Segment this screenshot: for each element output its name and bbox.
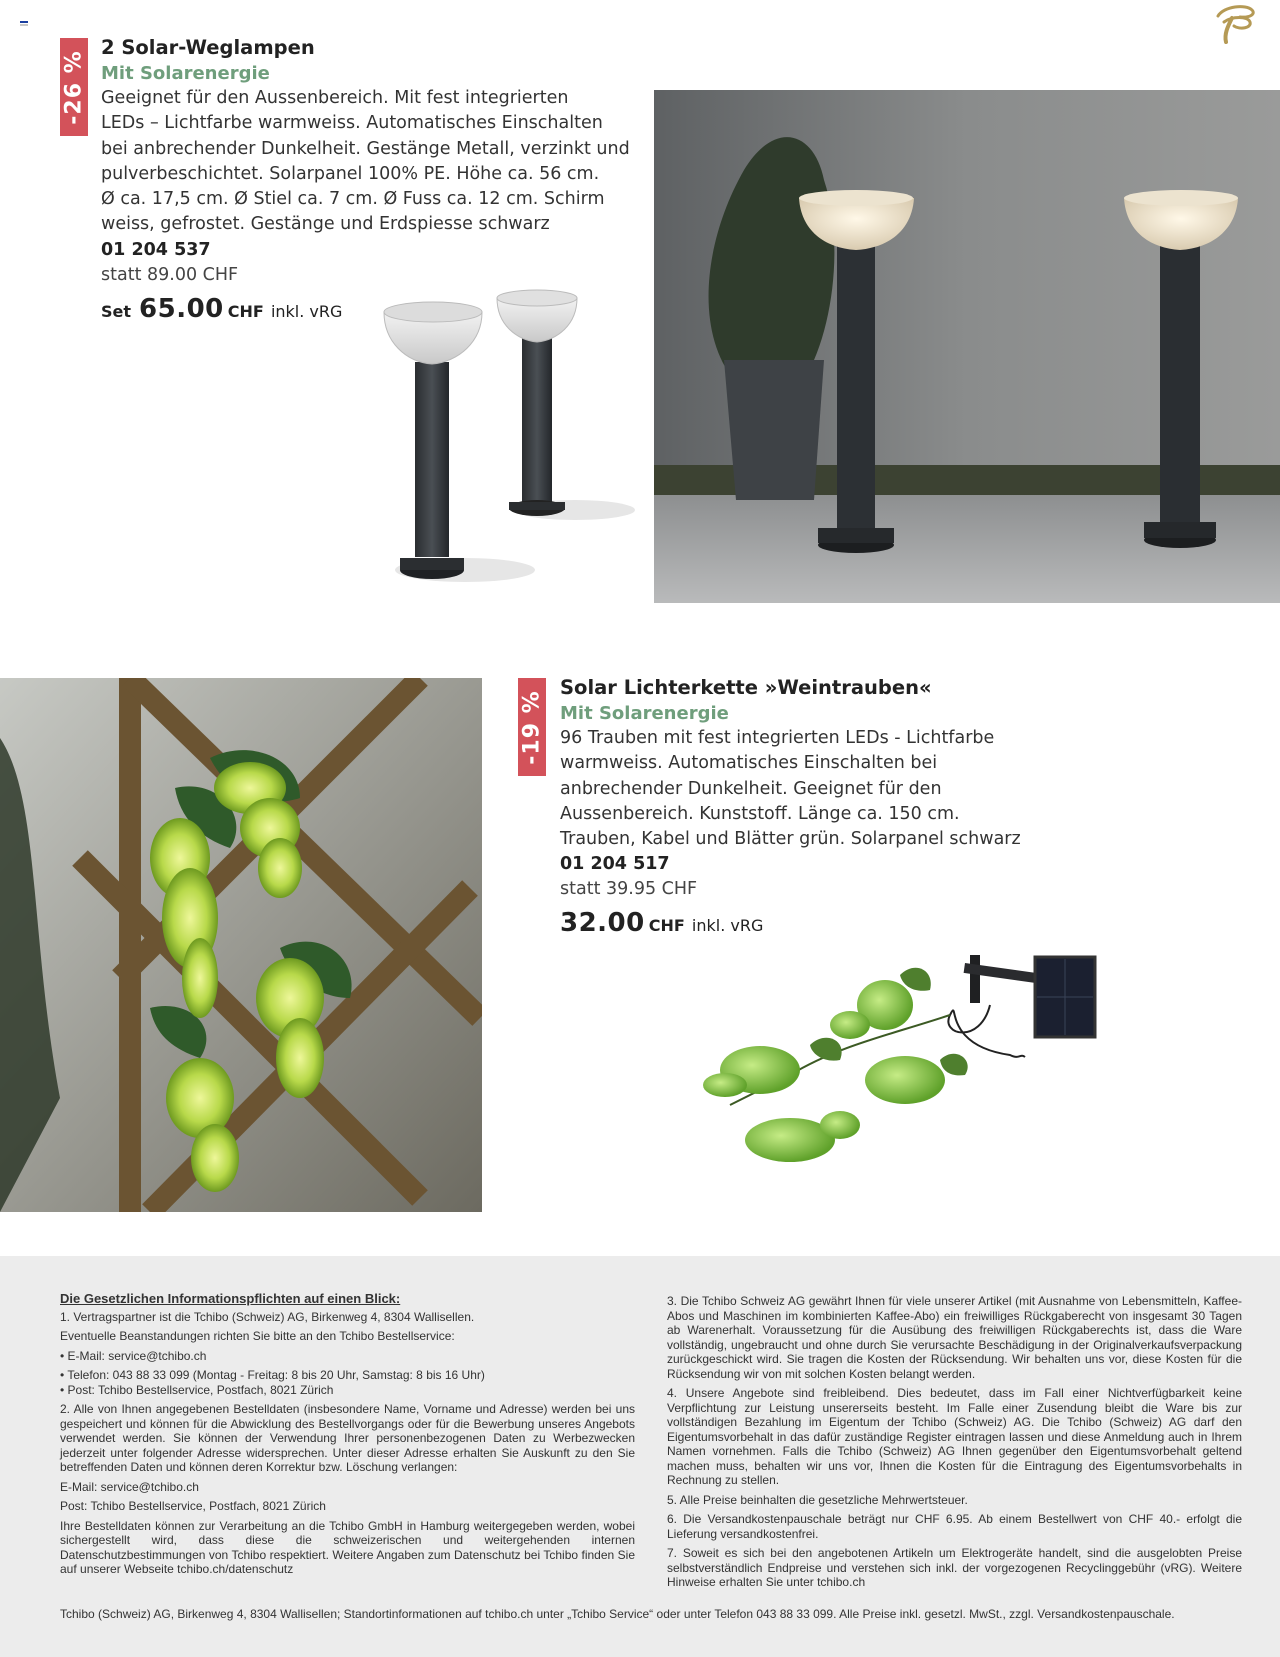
legal-paragraph: Ihre Bestelldaten können zur Verarbeitung an die Tchibo GmbH in Hamburg weitergegeben werden, wobei sichergestellt wird, dass diese die schweizerischen und weitergehenden internen Datenschutzbestimmungen von Tchibo respektiert. Weitere Angaben zum Datenschutz bei Tchibo finden Sie auf unserer Webseite tchibo.ch/datenschutz — [60, 1518, 635, 1576]
product-subtitle: Mit Solarenergie — [560, 703, 729, 724]
description-line: weiss, gefrostet. Gestänge und Erdspiesse schwarz — [101, 214, 550, 235]
legal-paragraph: • Telefon: 043 88 33 099 (Montag - Freitag: 8 bis 20 Uhr, Samstag: 8 bis 16 Uhr) • Post: Tchibo Bestellservice, Postfach, 8021 Zürich — [60, 1368, 485, 1397]
old-price: statt 89.00 CHF — [101, 264, 239, 285]
price-prefix: Set — [101, 301, 132, 321]
price-currency: CHF — [648, 916, 685, 936]
flag-icon — [20, 21, 28, 28]
tchibo-cup-logo-icon — [1210, 2, 1258, 46]
legal-paragraph: 3. Die Tchibo Schweiz AG gewährt Ihnen für viele unserer Artikel (mit Ausnahme von Lebensmitteln, Kaffee-Abos und Maschinen im kombinierten Kaffee-Abo) ein freiwilliges Rückgaberecht von insgesamt 30 Tagen ab Warenerhalt. Voraussetzung für die Ausübung des freiwilligen Rückgaberechts ist, dass die Ware vollständig, ungebraucht und ohne durch Sie verursachte Beschädigung in der Originalverkaufsverpackung zurückgeschickt wird. Sie tragen die Kosten der Rücksendung. Wir behalten uns vor, diese Kosten für die Rücksendung wir von mit solchen Kosten belangt werden. — [667, 1294, 1242, 1381]
product-title: 2 Solar-Weglampen — [101, 36, 315, 59]
legal-heading: Die Gesetzlichen Informationspflichten auf einen Blick: — [60, 1291, 401, 1306]
legal-paragraph: 5. Alle Preise beinhalten die gesetzliche Mehrwertsteuer. — [667, 1492, 968, 1507]
company-info-line: Tchibo (Schweiz) AG, Birkenweg 4, 8304 Wallisellen; Standortinformationen auf tchibo.ch unter „Tchibo Service“ oder unter Telefon 043 88 33 099. Alle Preise inkl. gesetzl. MwSt., zzgl. Versandkostenpauschale. — [60, 1607, 1175, 1621]
legal-left-column — [60, 1292, 635, 1582]
legal-paragraph: E-Mail: service@tchibo.ch — [60, 1479, 199, 1494]
description-line: Trauben, Kabel und Blätter grün. Solarpanel schwarz — [560, 829, 1021, 850]
description-line: Ø ca. 17,5 cm. Ø Stiel ca. 7 cm. Ø Fuss ca. 12 cm. Schirm — [101, 189, 605, 210]
legal-paragraph: 6. Die Versandkostenpauschale beträgt nur CHF 6.95. Ab einem Bestellwert von CHF 40.- erfolgt die Lieferung versandkostenfrei. — [667, 1512, 1242, 1541]
description-line: Aussenbereich. Kunststoff. Länge ca. 150 cm. — [560, 803, 960, 824]
legal-paragraph: Eventuelle Beanstandungen richten Sie bitte an den Tchibo Bestellservice: — [60, 1329, 455, 1343]
legal-paragraph: 1. Vertragspartner ist die Tchibo (Schweiz) AG, Birkenweg 4, 8304 Wallisellen. — [60, 1309, 475, 1324]
description-line: pulverbeschichtet. Solarpanel 100% PE. Höhe ca. 56 cm. — [101, 163, 600, 184]
legal-paragraph: 7. Soweit es sich bei den angebotenen Artikeln um Elektrogeräte handelt, sind die ausgelobten Preise selbstverständlich Endpreise und verstehen sich inkl. der vorgezogenen Recyclinggebühr (vRG). Weitere Hinweise erhalten Sie unter tchibo.ch — [667, 1546, 1242, 1589]
solar-lamps-garden-photo — [654, 90, 1280, 603]
legal-right-column — [667, 1294, 1242, 1595]
vat-note: inkl. vRG — [691, 916, 764, 936]
article-number: 01 204 537 — [101, 239, 211, 260]
legal-paragraph: Post: Tchibo Bestellservice, Postfach, 8021 Zürich — [60, 1499, 326, 1513]
article-number: 01 204 517 — [560, 854, 670, 875]
vat-note: inkl. vRG — [270, 301, 343, 321]
description-line: bei anbrechender Dunkelheit. Gestänge Metall, verzinkt und — [101, 138, 630, 159]
legal-paragraph: • E-Mail: service@tchibo.ch — [60, 1348, 207, 1363]
description-line: anbrechender Dunkelheit. Geeignet für den — [560, 778, 942, 799]
description-line: LEDs – Lichtfarbe warmweiss. Automatisches Einschalten — [101, 113, 603, 134]
grape-lights-trellis-photo — [0, 678, 482, 1212]
legal-paragraph: 4. Unsere Angebote sind freibleibend. Dies bedeutet, dass im Fall einer Nichtverfügbarkeit keine Verpflichtung zur Leistung unsererseits besteht. Im Falle einer Zusendung bleibt die Ware bis zur vollständigen Bezahlung im Eigentum der Tchibo (Schweiz) AG. Die Tchibo (Schweiz) AG darf den Eigentumsvorbehalt in das dafür zuständige Register eintragen lassen und diese Anmeldung auch in Ihrem Namen vornehmen. Falls die Tchibo (Schweiz) AG Ihnen gegenüber den Eigentumsvorbehalt geltend machen muss, behalten wir uns vor, Ihnen die Kosten für die Eintragung des Eigentumsvorbehalts in Rechnung zu stellen. — [667, 1386, 1242, 1487]
price-amount: 32.00 — [560, 908, 645, 939]
price-row — [560, 908, 1021, 938]
price-currency: CHF — [227, 301, 264, 321]
old-price: statt 39.95 CHF — [560, 879, 698, 900]
product-subtitle: Mit Solarenergie — [101, 63, 270, 84]
product-title: Solar Lichterkette »Weintrauben« — [560, 676, 932, 699]
product2-info — [560, 675, 1021, 938]
price-amount: 65.00 — [139, 293, 224, 324]
description-line: 96 Trauben mit fest integrierten LEDs - Lichtfarbe — [560, 728, 995, 748]
grape-lights-product-image — [690, 935, 1110, 1180]
solar-lamps-product-image — [370, 280, 640, 610]
legal-paragraph: 2. Alle von Ihnen angegebenen Bestelldaten (insbesondere Name, Vorname und Adresse) werden bei uns gespeichert und können für die Abwicklung des Bestellvorgangs oder für die Bewerbung unseres Angebots verwendet werden. Sie können der Verwendung Ihrer personenbezogenen Daten zu Werbezwecken jederzeit unter folgender Adresse widersprechen. Unter dieser Adresse erhalten Sie Auskunft zu den Sie betreffenden Daten und können deren Korrektur bzw. Löschung verlangen: — [60, 1402, 635, 1474]
description-line: Geeignet für den Aussenbereich. Mit fest integrierten — [101, 88, 569, 108]
discount-badge: -19 % — [518, 678, 546, 776]
description-line: warmweiss. Automatisches Einschalten bei — [560, 753, 938, 774]
discount-badge: -26 % — [60, 38, 88, 136]
